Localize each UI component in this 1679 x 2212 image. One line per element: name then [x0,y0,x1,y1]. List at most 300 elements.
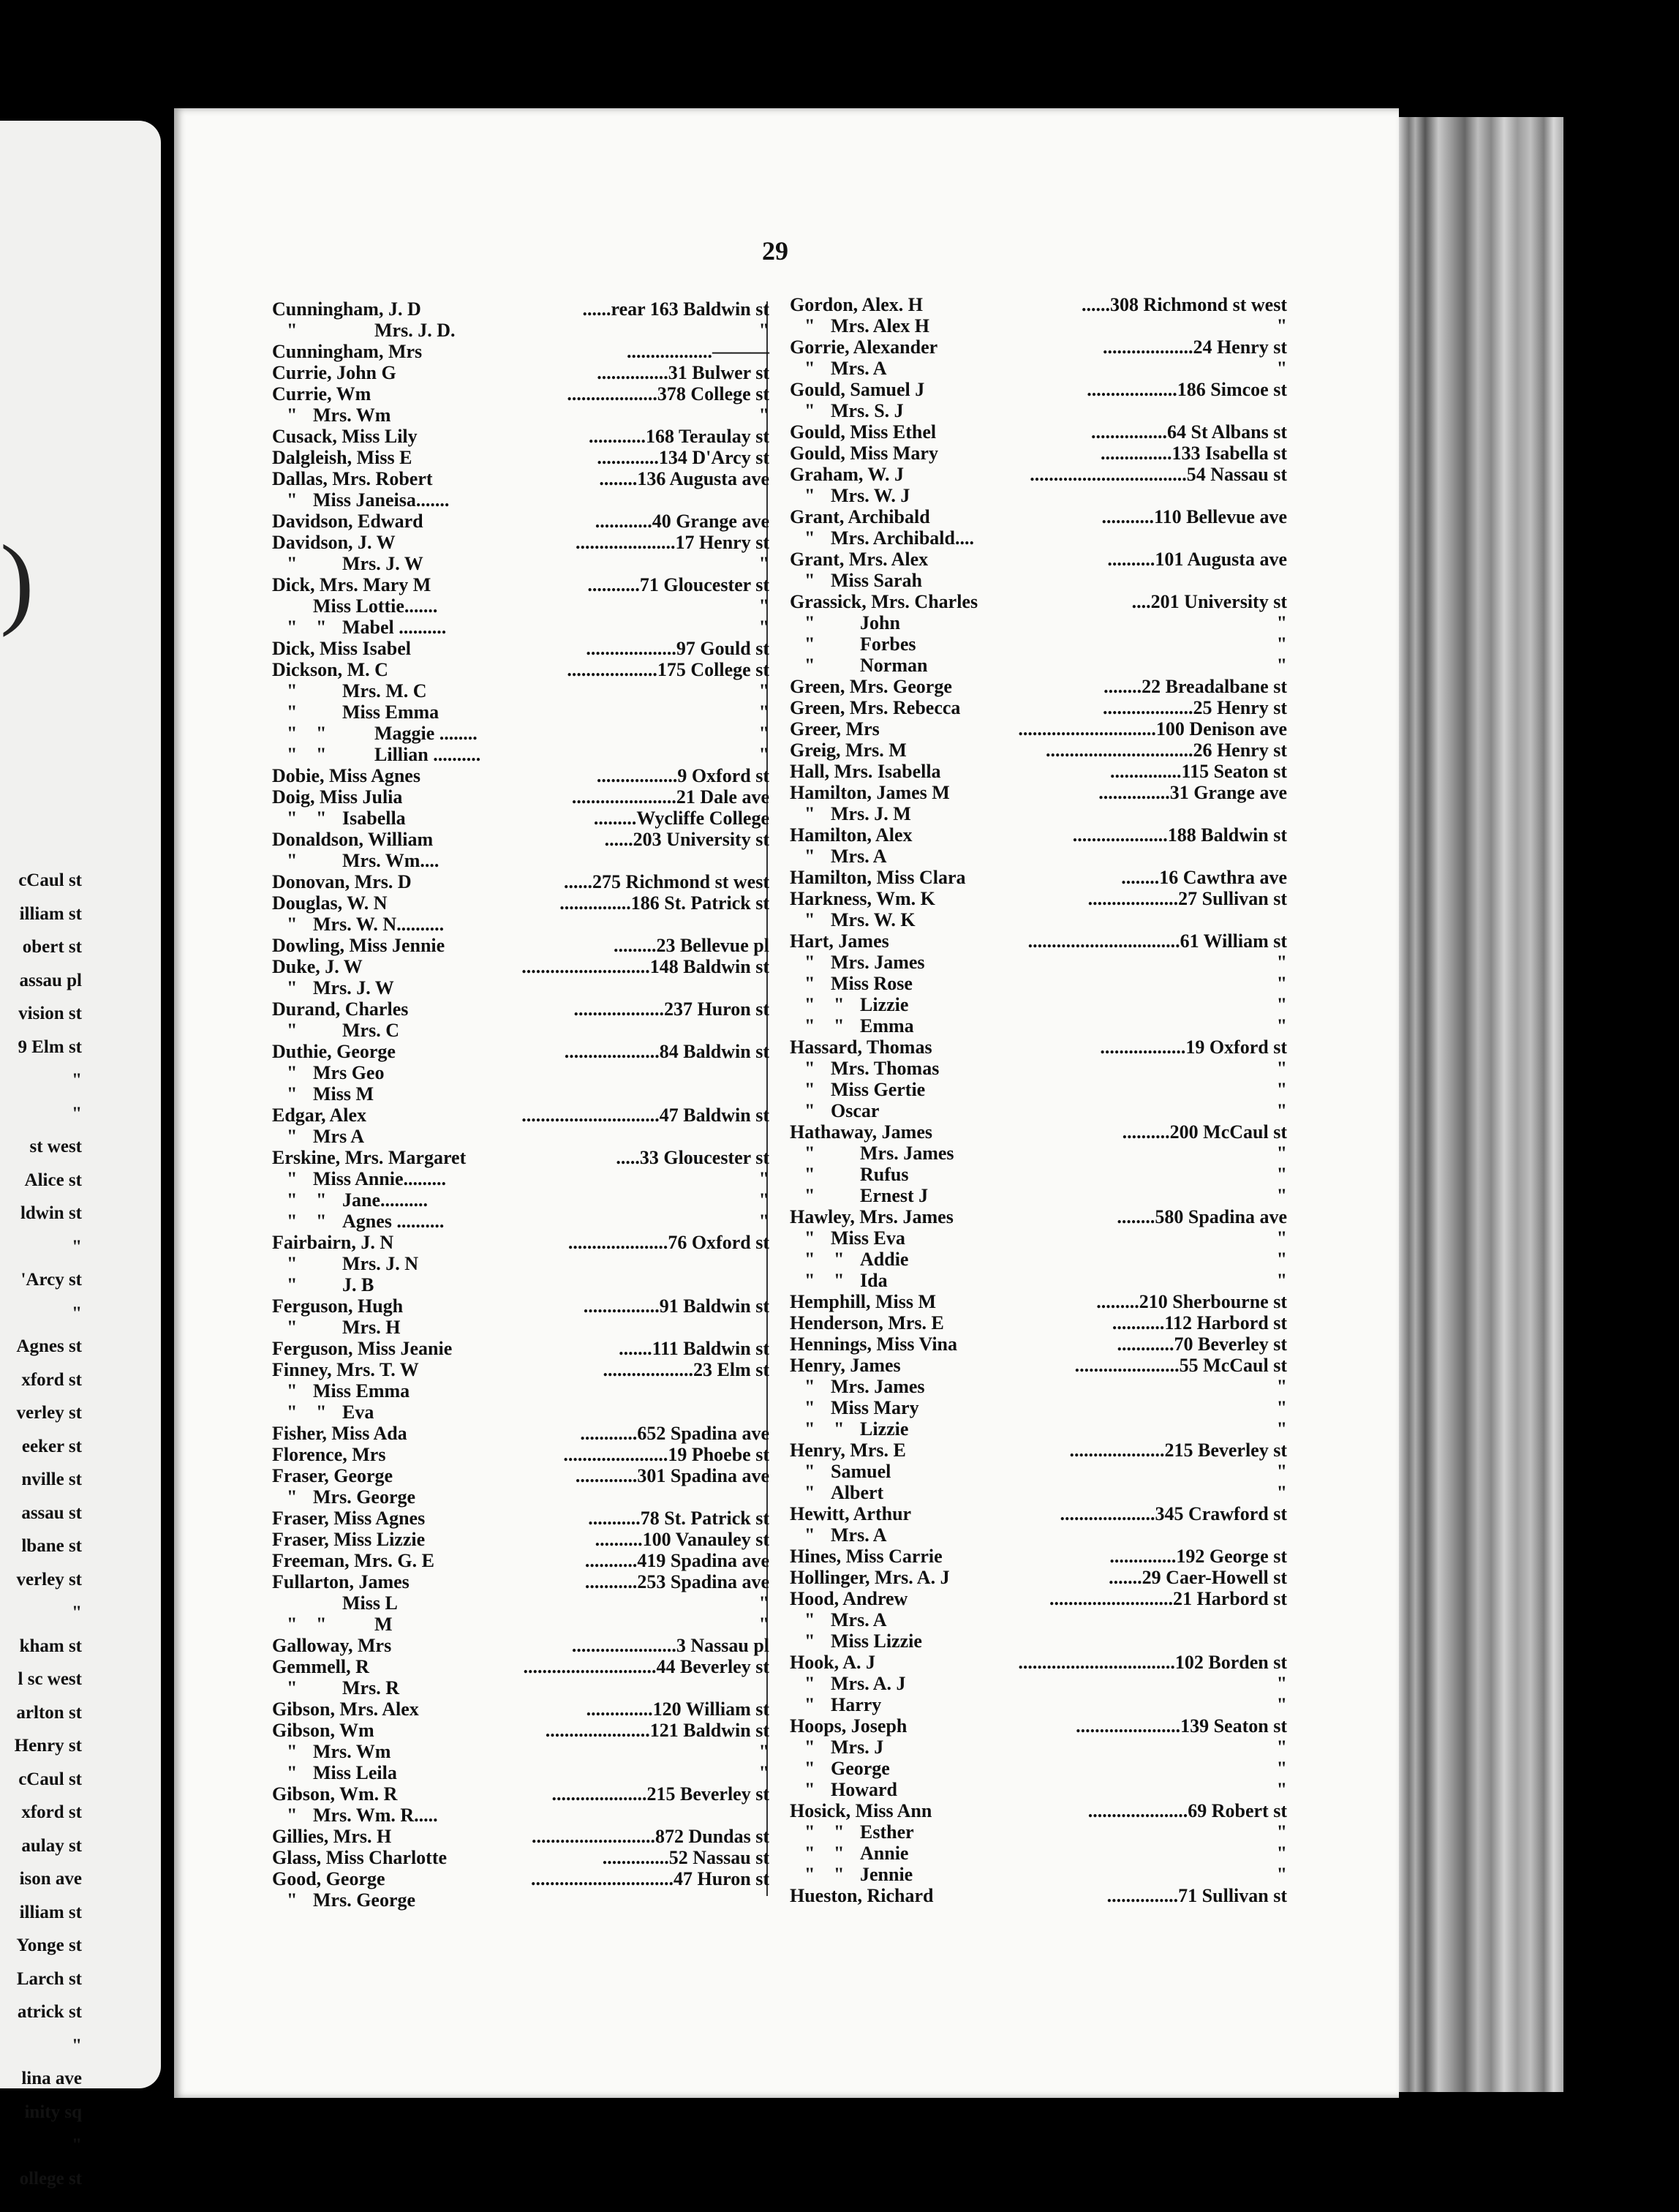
directory-entry [272,1508,769,1529]
ditto-mark: " [287,1677,298,1698]
entry-address: ...................175 College st [567,659,769,680]
ditto-mark: " [287,977,298,998]
entry-name: Miss Gertie [831,1079,926,1100]
left-page-fragment: " [72,2135,82,2155]
left-page-fragment: xford st [21,1802,82,1822]
left-page-fragment: " [72,2035,82,2055]
directory-entry [790,1100,1287,1121]
ditto-mark: " [316,744,327,765]
ditto-mark: " [287,808,298,829]
directory-entry [272,1656,769,1677]
entry-name: Gould, Miss Ethel [790,421,937,443]
ditto-mark: " [287,617,298,638]
directory-entry [272,532,769,553]
entry-address: ................91 Baldwin st [583,1295,769,1317]
entry-name: Mrs. James [831,952,925,973]
ditto-mark: " [834,1015,845,1037]
entry-address: " [758,405,769,426]
directory-entry [272,617,769,638]
entry-address: .....................76 Oxford st [567,1232,769,1253]
entry-name: Emma [860,1015,914,1037]
entry-address: " [1276,1100,1287,1121]
directory-entry [272,405,769,426]
directory-entry [272,744,769,765]
directory-entry [790,1588,1287,1609]
entry-name: Dalgleish, Miss E [272,447,412,468]
directory-entry [790,1737,1287,1758]
directory-entry [790,888,1287,909]
entry-address: " [1276,1864,1287,1885]
ditto-mark: " [316,1614,327,1635]
directory-entry [790,1652,1287,1673]
entry-name: Mrs. H [342,1317,401,1338]
entry-name: George [831,1758,890,1779]
left-page-fragment: vision st [18,1004,82,1023]
left-page-fragment: arlton st [16,1702,82,1723]
directory-entry [790,761,1287,782]
entry-address: " [1276,1843,1287,1864]
entry-name: Currie, Wm [272,383,371,405]
ditto-mark: " [804,1227,815,1249]
directory-entry [272,935,769,956]
directory-entry [272,1847,769,1868]
entry-address: ............70 Beverley st [1117,1333,1287,1355]
entry-address: " [1276,952,1287,973]
ditto-mark: " [834,1249,845,1270]
directory-entry [272,892,769,914]
left-page-fragment: ollege st [19,2168,82,2189]
entry-address: ...................186 Simcoe st [1087,379,1287,400]
left-page-fragment: st west [29,1137,82,1156]
entry-address: ......rear 163 Baldwin st [582,298,769,320]
left-page-fragment: verley st [16,1403,82,1423]
directory-entry [272,1402,769,1423]
entry-name: Mrs Geo [313,1062,385,1083]
directory-entry [272,426,769,447]
entry-address: ........16 Cawthra ave [1121,867,1287,888]
entry-name: Miss Janeisa....... [313,489,450,511]
entry-address: ...................237 Huron st [573,998,769,1020]
entry-name: Hueston, Richard [790,1885,934,1906]
entry-name: Gibson, Wm. R [272,1783,398,1805]
directory-entry [272,1211,769,1232]
left-page-fragment: " [72,1236,82,1257]
entry-address: ......203 University st [604,829,769,850]
directory-entry [272,1868,769,1889]
entry-address: ......................55 McCaul st [1074,1355,1287,1376]
directory-entry [272,1083,769,1105]
directory-entry [272,511,769,532]
entry-name: Harry [831,1694,882,1715]
entry-address: ....................84 Baldwin st [564,1041,769,1062]
ditto-mark: " [287,701,298,723]
ditto-mark: " [287,1380,298,1402]
entry-address: " [758,1741,769,1762]
left-page-fragment: 'Arcy st [20,1270,82,1290]
directory-entry [790,464,1287,485]
entry-name: Miss Emma [342,701,439,723]
ditto-mark: " [287,914,298,935]
directory-entry [272,638,769,659]
directory-entry [272,1826,769,1847]
ditto-mark: " [316,1189,327,1211]
entry-address: ............168 Teraulay st [588,426,769,447]
directory-entry [790,846,1287,867]
ditto-mark: " [804,1821,815,1843]
directory-entry [790,803,1287,824]
directory-entry [272,468,769,489]
entry-name: Cunningham, J. D [272,298,421,320]
directory-entry [272,595,769,617]
entry-name: Mrs. J. W [313,977,394,998]
directory-entry [272,553,769,574]
entry-address: .............301 Spadina ave [575,1465,769,1486]
entry-name: Mrs. C [342,1020,399,1041]
ditto-mark: " [804,1418,815,1440]
entry-address: ...............133 Isabella st [1101,443,1287,464]
directory-entry [272,1041,769,1062]
entry-name: Mrs. Wm [313,405,391,426]
left-page-fragment: assau pl [19,970,82,990]
entry-name: Lizzie [860,994,909,1015]
entry-address: " [1276,315,1287,336]
entry-name: Davidson, Edward [272,511,423,532]
entry-name: Norman [860,655,928,676]
entry-address: .........Wycliffe College [593,808,769,829]
left-page-fragment: Larch st [16,1968,82,1989]
left-page-fragment: assau st [21,1502,82,1523]
entry-address: ......308 Richmond st west [1082,294,1287,315]
entry-name: Galloway, Mrs [272,1635,392,1656]
directory-entry [272,1189,769,1211]
directory-entry [790,1121,1287,1143]
left-page-fragment: " [72,1103,82,1124]
entry-address: .......29 Caer-Howell st [1109,1567,1287,1588]
entry-name: Hall, Mrs. Isabella [790,761,941,782]
directory-entry [790,421,1287,443]
ditto-mark: " [834,994,845,1015]
directory-entry [272,1380,769,1402]
directory-entry [790,1440,1287,1461]
directory-entry [272,1253,769,1274]
directory-entry [790,1312,1287,1333]
entry-name: Mrs. J. M [831,803,911,824]
directory-entry [272,1105,769,1126]
entry-name: Florence, Mrs [272,1444,386,1465]
entry-name: Greer, Mrs [790,718,880,740]
directory-entry [790,1418,1287,1440]
ditto-mark: " [287,1168,298,1189]
entry-address: " [758,744,769,765]
ditto-mark: " [834,1270,845,1291]
ditto-mark: " [804,315,815,336]
entry-address: ............................44 Beverley st [523,1656,769,1677]
directory-entry [790,930,1287,952]
entry-address: " [758,595,769,617]
entry-name: Mrs. James [860,1143,954,1164]
directory-entry [790,1333,1287,1355]
entry-name: Fraser, George [272,1465,393,1486]
entry-address: " [1276,1143,1287,1164]
entry-address: " [1276,1461,1287,1482]
entry-name: Gillies, Mrs. H [272,1826,392,1847]
directory-entry [790,1524,1287,1546]
entry-address: " [1276,1397,1287,1418]
entry-name: Addie [860,1249,909,1270]
entry-name: Hathaway, James [790,1121,932,1143]
entry-address: ......................121 Baldwin st [545,1720,769,1741]
entry-name: Isabella [342,808,406,829]
entry-name: Hines, Miss Carrie [790,1546,943,1567]
ditto-mark: " [804,1482,815,1503]
entry-name: Miss L [342,1592,398,1614]
entry-name: Ernest J [860,1185,929,1206]
entry-address: ....................215 Beverley st [1069,1440,1287,1461]
entry-address: " [758,723,769,744]
entry-name: Fisher, Miss Ada [272,1423,407,1444]
directory-entry [790,1164,1287,1185]
left-page-fragment: nville st [21,1470,82,1489]
entry-address: " [758,1211,769,1232]
entry-address: " [1276,1227,1287,1249]
left-page-fragment: aulay st [21,1835,82,1856]
entry-address: ..........101 Augusta ave [1107,549,1287,570]
entry-address: ..........................21 Harbord st [1049,1588,1287,1609]
directory-entry [790,633,1287,655]
directory-entry [790,655,1287,676]
entry-address: ..........................872 Dundas st [531,1826,769,1847]
entry-address: ...........78 St. Patrick st [588,1508,769,1529]
entry-name: Hollinger, Mrs. A. J [790,1567,950,1588]
entry-name: Cunningham, Mrs [272,341,423,362]
ditto-mark: " [804,1249,815,1270]
entry-name: Mrs. J. W [342,553,423,574]
entry-name: J. B [342,1274,374,1295]
entry-name: Grassick, Mrs. Charles [790,591,978,612]
entry-name: Donaldson, William [272,829,434,850]
directory-entry [272,1677,769,1698]
entry-address: ..........200 McCaul st [1122,1121,1287,1143]
entry-address: ...................97 Gould st [586,638,769,659]
entry-address: " [1276,1164,1287,1185]
ditto-mark: " [804,358,815,379]
directory-entry [790,1058,1287,1079]
entry-name: Mrs. J. D. [374,320,456,341]
entry-name: Hart, James [790,930,889,952]
entry-address: " [1276,1376,1287,1397]
entry-address: ...................27 Sullivan st [1087,888,1287,909]
directory-entry [790,1249,1287,1270]
entry-name: Mrs. W. N.......... [313,914,445,935]
entry-address: ....201 University st [1131,591,1287,612]
entry-name: Hemphill, Miss M [790,1291,937,1312]
directory-entry [790,1376,1287,1397]
entry-name: Duke, J. W [272,956,363,977]
ditto-mark: " [804,1270,815,1291]
page-number: 29 [762,236,788,266]
ditto-mark: " [287,1486,298,1508]
directory-entry [272,765,769,786]
entry-name: Hewitt, Arthur [790,1503,912,1524]
entry-address: .................................54 Nassau st [1030,464,1287,485]
entry-name: Ferguson, Miss Jeanie [272,1338,453,1359]
entry-address: " [758,1168,769,1189]
directory-entry [790,824,1287,846]
directory-entry [272,1359,769,1380]
directory-entry [272,1423,769,1444]
directory-entry [272,914,769,935]
entry-address: ..............192 George st [1109,1546,1287,1567]
directory-entry [272,1168,769,1189]
entry-name: Mrs. A [831,358,887,379]
entry-address: .................9 Oxford st [596,765,769,786]
directory-entry [790,1694,1287,1715]
entry-name: Samuel [831,1461,891,1482]
entry-address: .....................69 Robert st [1087,1800,1287,1821]
entry-address: .....33 Gloucester st [616,1147,769,1168]
entry-address: " [1276,633,1287,655]
directory-entry [272,1126,769,1147]
entry-address: ..................——— [627,341,769,362]
entry-name: Mrs. Wm.... [342,850,439,871]
entry-name: Miss Annie......... [313,1168,447,1189]
entry-address: " [1276,655,1287,676]
entry-address: " [758,680,769,701]
directory-entry [790,1291,1287,1312]
entry-name: Erskine, Mrs. Margaret [272,1147,467,1168]
entry-address: " [758,1189,769,1211]
entry-name: Hamilton, Alex [790,824,913,846]
left-page-fragment: illiam st [19,903,82,924]
directory-entry [790,1546,1287,1567]
directory-entry [790,1758,1287,1779]
ditto-mark: " [804,1694,815,1715]
entry-name: Jane.......... [342,1189,428,1211]
entry-address: .............134 D'Arcy st [597,447,769,468]
ditto-mark: " [287,1317,298,1338]
entry-name: Graham, W. J [790,464,905,485]
entry-address: " [1276,1079,1287,1100]
entry-name: Dowling, Miss Jennie [272,935,445,956]
entry-address: " [1276,1758,1287,1779]
directory-entry [790,782,1287,803]
directory-entry [272,723,769,744]
left-page-fragment: " [72,1070,82,1090]
entry-name: Annie [860,1843,909,1864]
ditto-mark: " [834,1864,845,1885]
ditto-mark: " [287,723,298,744]
ditto-mark: " [804,1376,815,1397]
entry-address: ....................188 Baldwin st [1072,824,1287,846]
entry-name: Mrs. Wm [313,1741,391,1762]
directory-entry [790,506,1287,527]
directory-entry [272,320,769,341]
entry-address: .........210 Sherbourne st [1096,1291,1287,1312]
entry-name: Gibson, Wm [272,1720,374,1741]
directory-entry [272,956,769,977]
entry-name: Dallas, Mrs. Robert [272,468,433,489]
ditto-mark: " [804,1079,815,1100]
ditto-mark: " [316,1402,327,1423]
left-facing-page [0,121,161,2189]
entry-name: Green, Mrs. Rebecca [790,697,961,718]
directory-entry [272,1698,769,1720]
ditto-mark: " [804,1143,815,1164]
directory-entry [272,574,769,595]
directory-entry [790,1227,1287,1249]
entry-address: ........22 Breadalbane st [1103,676,1287,697]
entry-address: " [758,701,769,723]
ditto-mark: " [287,1062,298,1083]
entry-address: .............................100 Denison ave [1018,718,1287,740]
entry-name: Harkness, Wm. K [790,888,935,909]
directory-entry [272,341,769,362]
directory-entry [790,1206,1287,1227]
entry-address: ..............120 William st [586,1698,769,1720]
directory-entry [272,871,769,892]
directory-entry [790,1800,1287,1821]
directory-entry [790,867,1287,888]
entry-address: " [1276,1779,1287,1800]
directory-entry [272,1317,769,1338]
entry-name: Miss Mary [831,1397,919,1418]
ditto-mark: " [287,1211,298,1232]
entry-name: Agnes .......... [342,1211,445,1232]
directory-entry [272,1529,769,1550]
directory-entry [272,383,769,405]
entry-name: Mrs. W. K [831,909,916,930]
entry-address: " [1276,994,1287,1015]
entry-address: ......................21 Dale ave [571,786,769,808]
entry-name: Hook, A. J [790,1652,876,1673]
directory-entry [790,718,1287,740]
entry-name: Mrs. J. N [342,1253,418,1274]
entry-name: Dickson, M. C [272,659,388,680]
directory-entry [790,909,1287,930]
left-page-fragment: cCaul st [18,870,82,890]
left-page-fragment: atrick st [17,2002,82,2022]
entry-name: Gordon, Alex. H [790,294,924,315]
directory-entry [790,379,1287,400]
entry-name: Miss M [313,1083,374,1105]
directory-entry [790,336,1287,358]
left-page-fragment: l sc west [18,1669,82,1689]
entry-name: Gould, Samuel J [790,379,925,400]
entry-name: Henderson, Mrs. E [790,1312,944,1333]
entry-address: .........23 Bellevue pl [613,935,769,956]
ditto-mark: " [287,1805,298,1826]
ditto-mark: " [287,1274,298,1295]
directory-entry [272,1338,769,1359]
entry-name: Mrs. George [313,1486,416,1508]
ditto-mark: " [804,1058,815,1079]
entry-address: ............652 Spadina ave [580,1423,769,1444]
entry-name: Miss Sarah [831,570,922,591]
directory-entry [272,1020,769,1041]
ditto-mark: " [287,1889,298,1911]
ditto-mark: " [804,1524,815,1546]
entry-name: Mrs. Archibald.... [831,527,974,549]
entry-address: " [1276,1418,1287,1440]
directory-entry [790,294,1287,315]
entry-address: " [1276,1270,1287,1291]
entry-address: ...............71 Sullivan st [1106,1885,1287,1906]
ditto-mark: " [804,1779,815,1800]
entry-name: Mrs. A [831,1524,887,1546]
entry-address: ...............................26 Henry st [1045,740,1287,761]
entry-name: Duthie, George [272,1041,396,1062]
ditto-mark: " [804,527,815,549]
